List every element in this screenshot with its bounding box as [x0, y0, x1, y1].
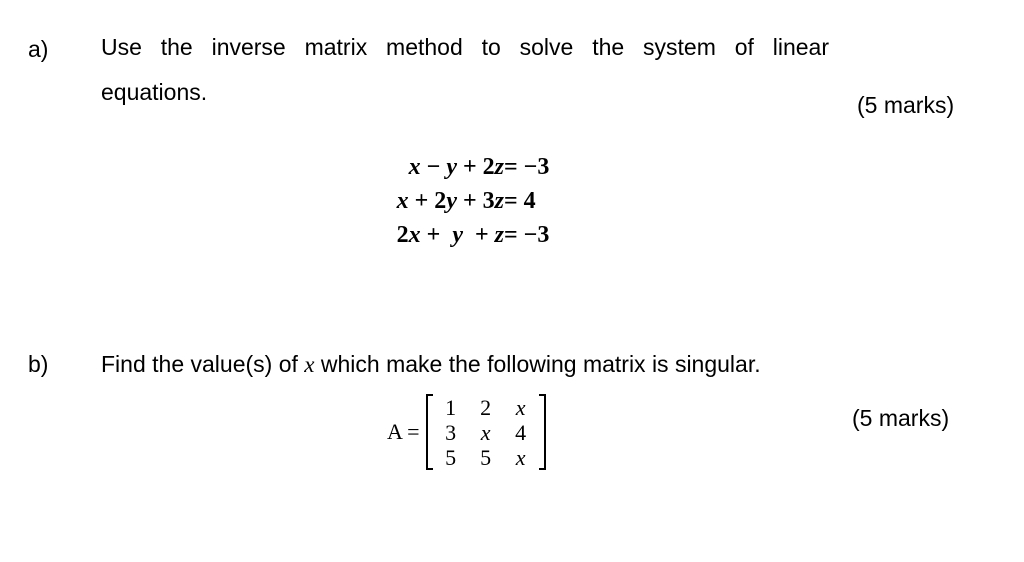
word: Use [101, 34, 142, 60]
word: linear [772, 34, 829, 60]
word: of [734, 34, 754, 60]
word: system [643, 34, 716, 60]
matrix-cell: 5 [445, 444, 457, 470]
equation-1 [300, 150, 600, 184]
matrix-grid [436, 395, 536, 470]
equation-lhs: 2x + y + z [396, 222, 504, 248]
question-a-text-line2: equations. [101, 79, 208, 105]
word: inverse [211, 34, 286, 60]
equation-rhs: = −3 [504, 222, 550, 248]
matrix-cell: x [515, 444, 526, 470]
word: the [160, 34, 193, 60]
word: to [481, 34, 501, 60]
word: matrix [304, 34, 368, 60]
word: method [386, 34, 463, 60]
equation-3 [300, 218, 600, 252]
matrix-left-bracket [426, 394, 433, 470]
word: solve [519, 34, 574, 60]
equation-2 [300, 184, 600, 218]
equation-rhs: = −3 [504, 154, 550, 180]
matrix-cell: x [480, 419, 491, 445]
question-a-marks: (5 marks) [857, 92, 955, 118]
equation-lhs: x + 2y + 3z [396, 188, 504, 214]
matrix-cell: x [515, 394, 526, 420]
matrix-a [387, 392, 546, 472]
question-a-text-line1 [101, 34, 829, 61]
equation-lhs: x − y + 2z [408, 154, 504, 180]
question-b-text [101, 351, 761, 378]
question-b-text-after: which make the following matrix is singular. [314, 351, 761, 377]
question-b-label: b) [28, 351, 49, 377]
question-a-label: a) [28, 36, 49, 62]
matrix-cell: 5 [480, 444, 492, 470]
matrix-cell: 1 [445, 394, 457, 420]
equation-system [300, 150, 600, 252]
matrix-cell: 4 [515, 419, 527, 445]
equation-rhs: = 4 [504, 188, 536, 214]
word: the [592, 34, 625, 60]
matrix-cell: 2 [480, 394, 492, 420]
matrix-right-bracket [539, 394, 546, 470]
question-b-marks: (5 marks) [852, 405, 950, 431]
matrix-name: A = [387, 419, 420, 444]
question-b-text-before: Find the value(s) of [101, 351, 305, 377]
question-b-variable: x [304, 352, 315, 377]
matrix-cell: 3 [445, 419, 457, 445]
